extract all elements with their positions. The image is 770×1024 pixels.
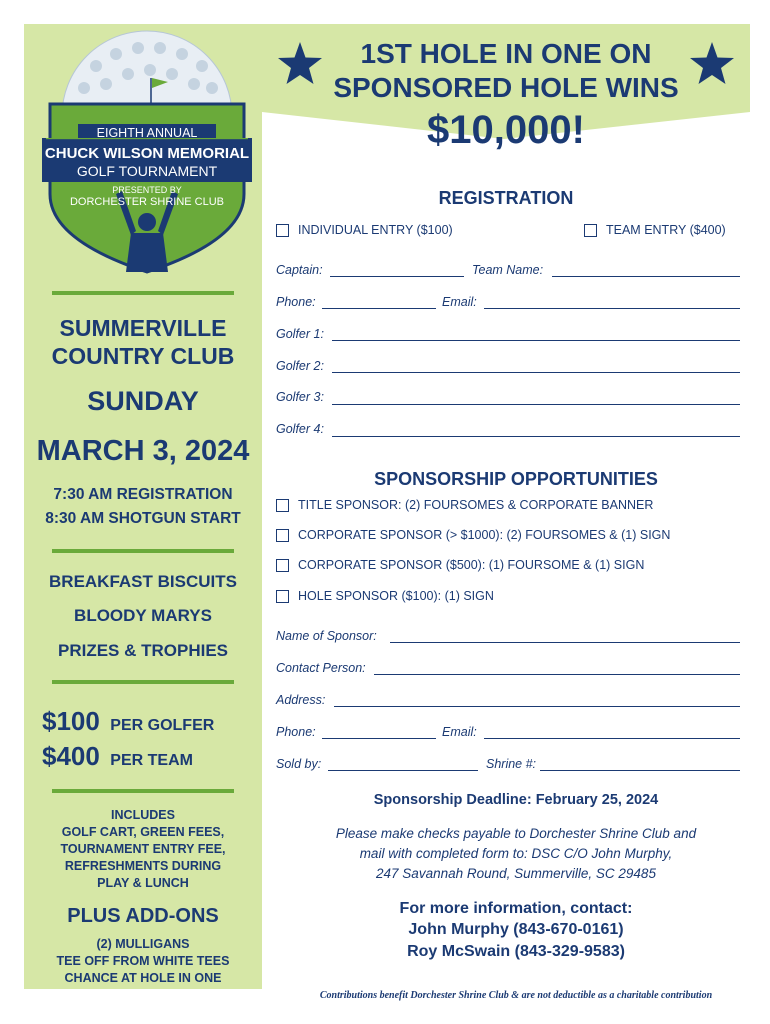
corporate-sponsor-500-checkbox[interactable] xyxy=(276,559,289,572)
extra-item: PRIZES & TROPHIES xyxy=(57,641,229,660)
sponsor-phone-label: Phone: xyxy=(276,725,316,739)
sponsor-name-field[interactable] xyxy=(390,642,740,643)
team-name-label: Team Name: xyxy=(472,263,544,277)
corporate-sponsor-1000-label: CORPORATE SPONSOR (> $1000): (2) FOURSOMES & (1) SIGN xyxy=(298,528,671,542)
logo-line4: PRESENTED BY xyxy=(112,185,182,195)
event-date: MARCH 3, 2024 xyxy=(36,435,250,467)
golfer-pricing xyxy=(42,706,214,737)
banner-line2: SPONSORED HOLE WINS xyxy=(333,72,679,103)
captain-field[interactable] xyxy=(330,276,464,277)
golfer2-field[interactable] xyxy=(332,372,740,373)
golfer2-label: Golfer 2: xyxy=(276,359,324,373)
contact-title: For more information, contact: xyxy=(399,900,633,917)
registration-time: 7:30 AM REGISTRATION xyxy=(53,486,233,503)
sponsor-email-field[interactable] xyxy=(484,738,740,739)
banner-amount: $10,000! xyxy=(427,108,585,152)
contact-person1: John Murphy (843-670-0161) xyxy=(408,921,624,938)
hole-sponsor-label: HOLE SPONSOR ($100): (1) SIGN xyxy=(298,589,494,603)
team-entry-checkbox[interactable] xyxy=(584,224,597,237)
contact-person-label: Contact Person: xyxy=(276,661,366,675)
team-price-label: PER TEAM xyxy=(110,752,193,769)
address-label: Address: xyxy=(276,693,326,707)
sold-by-field[interactable] xyxy=(328,770,478,771)
shrine-number-field[interactable] xyxy=(540,770,740,771)
includes-line: GOLF CART, GREEN FEES, xyxy=(61,825,225,839)
divider xyxy=(52,291,234,295)
shotgun-time: 8:30 AM SHOTGUN START xyxy=(45,510,241,527)
extra-item: BREAKFAST BISCUITS xyxy=(49,572,237,591)
event-day: SUNDAY xyxy=(87,386,199,416)
includes-line: PLAY & LUNCH xyxy=(97,876,189,890)
team-price: $400 xyxy=(42,741,100,771)
corporate-sponsor-500-label: CORPORATE SPONSOR ($500): (1) FOURSOME & (1) SIGN xyxy=(298,558,645,572)
address-field[interactable] xyxy=(334,706,740,707)
logo-line5: DORCHESTER SHRINE CLUB xyxy=(69,196,225,208)
shrine-number-label: Shrine #: xyxy=(486,757,537,771)
email-label: Email: xyxy=(442,295,477,309)
includes-title: INCLUDES xyxy=(111,808,175,822)
sponsorship-title: SPONSORSHIP OPPORTUNITIES xyxy=(374,469,658,489)
sponsor-phone-field[interactable] xyxy=(322,738,436,739)
banner-line1: 1ST HOLE IN ONE ON xyxy=(360,38,652,69)
phone-label: Phone: xyxy=(276,295,316,309)
includes-line: REFRESHMENTS DURING xyxy=(64,859,222,873)
phone-field[interactable] xyxy=(322,308,436,309)
addons-line: TEE OFF FROM WHITE TEES xyxy=(56,954,230,968)
sponsor-name-label: Name of Sponsor: xyxy=(276,629,377,643)
golfer-price: $100 xyxy=(42,706,100,736)
venue-line1: SUMMERVILLE xyxy=(59,315,227,341)
individual-entry-checkbox[interactable] xyxy=(276,224,289,237)
includes-line: TOURNAMENT ENTRY FEE, xyxy=(60,842,226,856)
title-sponsor-checkbox[interactable] xyxy=(276,499,289,512)
contact-person-field[interactable] xyxy=(374,674,740,675)
divider xyxy=(52,680,234,684)
checks-line3: 247 Savannah Round, Summerville, SC 29485 xyxy=(376,866,656,881)
left-column xyxy=(24,24,262,989)
addons-title: PLUS ADD-ONS xyxy=(67,905,219,927)
team-pricing xyxy=(42,741,193,772)
email-field[interactable] xyxy=(484,308,740,309)
venue-line2: COUNTRY CLUB xyxy=(51,343,235,369)
extra-item: BLOODY MARYS xyxy=(74,606,212,625)
divider xyxy=(52,549,234,553)
golfer1-label: Golfer 1: xyxy=(276,327,324,341)
footer-disclaimer: Contributions benefit Dorchester Shrine Club & are not deductible as a charitable contribution xyxy=(319,990,713,1001)
checks-line2: mail with completed form to: DSC C/O John Murphy, xyxy=(359,846,673,861)
corporate-sponsor-1000-checkbox[interactable] xyxy=(276,529,289,542)
logo-line3: GOLF TOURNAMENT xyxy=(76,163,218,179)
golfer3-field[interactable] xyxy=(332,404,740,405)
divider xyxy=(52,789,234,793)
sponsor-email-label: Email: xyxy=(442,725,477,739)
golfer-price-label: PER GOLFER xyxy=(110,717,215,734)
golfer4-label: Golfer 4: xyxy=(276,422,324,436)
checks-line1: Please make checks payable to Dorchester Shrine Club and xyxy=(335,826,697,841)
individual-entry-label: INDIVIDUAL ENTRY ($100) xyxy=(298,223,453,237)
hole-sponsor-checkbox[interactable] xyxy=(276,590,289,603)
team-entry-label: TEAM ENTRY ($400) xyxy=(606,223,726,237)
logo-line2: CHUCK WILSON MEMORIAL xyxy=(44,145,250,162)
golfer3-label: Golfer 3: xyxy=(276,390,324,404)
contact-person2: Roy McSwain (843-329-9583) xyxy=(407,943,625,960)
registration-title: REGISTRATION xyxy=(438,188,574,208)
title-sponsor-label: TITLE SPONSOR: (2) FOURSOMES & CORPORATE BANNER xyxy=(298,498,654,512)
addons-line: (2) MULLIGANS xyxy=(96,937,190,951)
addons-line: CHANCE AT HOLE IN ONE xyxy=(64,971,222,985)
sold-by-label: Sold by: xyxy=(276,757,322,771)
captain-label: Captain: xyxy=(276,263,323,277)
golfer4-field[interactable] xyxy=(332,436,740,437)
team-name-field[interactable] xyxy=(552,276,740,277)
logo-line1: EIGHTH ANNUAL xyxy=(96,126,198,140)
golfer1-field[interactable] xyxy=(332,340,740,341)
sponsorship-deadline: Sponsorship Deadline: February 25, 2024 xyxy=(373,792,659,808)
tournament-logo xyxy=(36,26,258,286)
